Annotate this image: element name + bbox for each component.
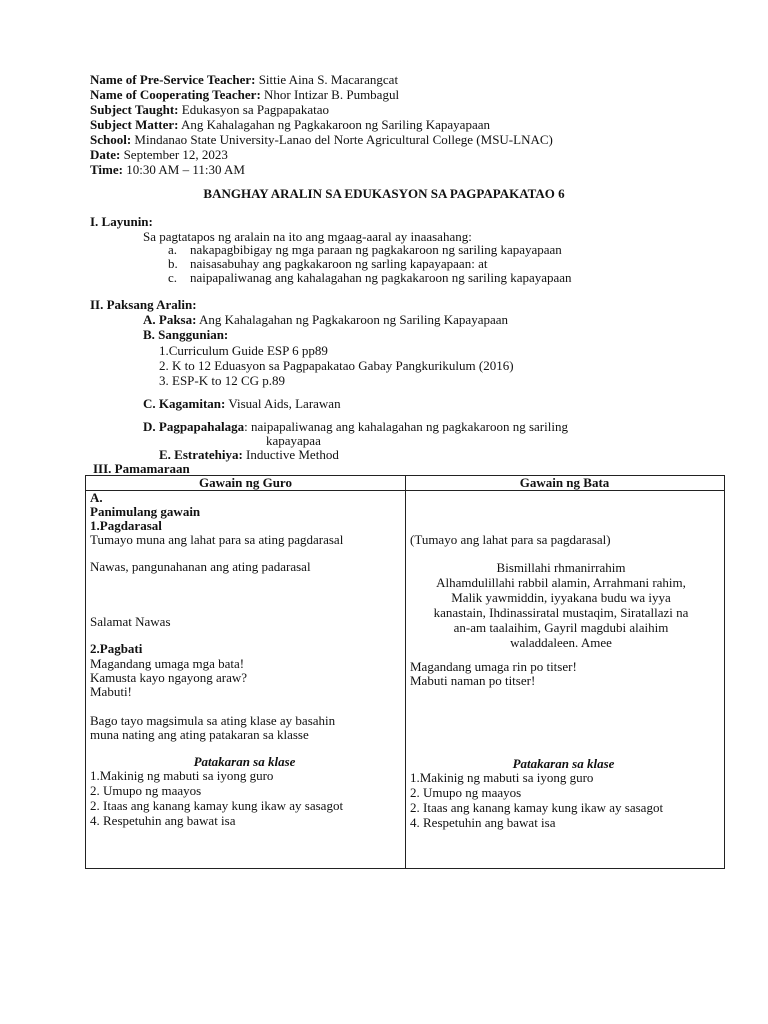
guro-line: Kamusta kayo ngayong araw? <box>90 670 248 685</box>
estratehiya-line <box>159 447 339 462</box>
prayer-line: Alhamdulillahi rabbil alamin, Arrahmani rahim, <box>436 575 686 590</box>
layunin-intro: Sa pagtatapos ng aralain na ito ang mgaag-aaral ay inaasahang: <box>143 229 472 244</box>
time-value: 10:30 AM – 11:30 AM <box>126 162 245 177</box>
sanggunian-label: B. Sanggunian: <box>143 327 229 342</box>
document-title: BANGHAY ARALIN SA EDUKASYON SA PAGPAPAKATAO 6 <box>203 186 565 201</box>
patakaran-item: 4. Respetuhin ang bawat isa <box>90 813 236 828</box>
teacher-value: Sittie Aina S. Macarangcat <box>258 72 399 87</box>
panimula-heading: Panimulang gawain <box>90 504 201 519</box>
bata-line: Mabuti naman po titser! <box>410 673 536 688</box>
coop-teacher-label: Name of Cooperating Teacher: <box>90 87 261 102</box>
prayer-line: Malik yawmiddin, iyyakana budu wa iyya <box>451 590 671 605</box>
paksang-aralin-heading: II. Paksang Aralin: <box>90 297 197 312</box>
kagamitan-label: C. Kagamitan: <box>143 396 226 411</box>
school-value: Mindanao State University-Lanao del Norte Agricultural College (MSU-LNAC) <box>134 132 553 147</box>
layunin-item-a-text: nakapagbibigay ng mga paraan ng pagkakaroon ng sariling kapayapaan <box>190 242 562 257</box>
layunin-item-b <box>168 256 178 271</box>
column-divider <box>405 476 406 868</box>
layunin-item-c <box>168 270 177 285</box>
bata-line: Magandang umaga rin po titser! <box>410 659 577 674</box>
school-label: School: <box>90 132 132 147</box>
patakaran-title-guro: Patakaran sa klase <box>193 754 296 769</box>
bata-line: (Tumayo ang lahat para sa pagdarasal) <box>410 532 611 547</box>
time-label: Time: <box>90 162 123 177</box>
guro-line: Salamat Nawas <box>90 614 171 629</box>
teacher-label: Name of Pre-Service Teacher: <box>90 72 256 87</box>
estratehiya-value: Inductive Method <box>246 447 339 462</box>
coop-teacher-value: Nhor Intizar B. Pumbagul <box>264 87 400 102</box>
guro-line: Magandang umaga mga bata! <box>90 656 245 671</box>
patakaran-item: 4. Respetuhin ang bawat isa <box>410 815 556 830</box>
guro-line: muna nating ang ating patakaran sa klasse <box>90 727 309 742</box>
sanggunian-item: 2. K to 12 Eduasyon sa Pagpapakatao Gabay Pangkurikulum (2016) <box>159 358 514 373</box>
subject-label: Subject Taught: <box>90 102 179 117</box>
col-header-guro: Gawain ng Guro <box>199 475 292 490</box>
layunin-item-a <box>168 242 177 257</box>
pagbati-heading: 2.Pagbati <box>90 641 143 656</box>
pagpapahalaga-line <box>143 419 568 434</box>
pamamaraan-heading: III. Pamamaraan <box>93 461 190 476</box>
paksa-line <box>143 312 508 327</box>
date-value: September 12, 2023 <box>123 147 228 162</box>
patakaran-item: 2. Umupo ng maayos <box>410 785 522 800</box>
pagpapahalaga-value-cont: kapayapaa <box>266 433 321 448</box>
prayer-line: Bismillahi rhmanirrahim <box>496 560 626 575</box>
layunin-heading: I. Layunin: <box>90 214 153 229</box>
section-a: A. <box>90 490 103 505</box>
layunin-letter: a. <box>168 242 178 257</box>
subject-matter-value: Ang Kahalagahan ng Pagkakaroon ng Sariling Kapayapaan <box>180 117 490 132</box>
layunin-item-b-text: naisasabuhay ang pagkakaroon ng sarling kapayapaan: at <box>190 256 488 271</box>
patakaran-item: 2. Umupo ng maayos <box>90 783 202 798</box>
school-line <box>90 132 553 147</box>
subject-matter-line <box>90 117 490 132</box>
col-header-bata: Gawain ng Bata <box>519 475 610 490</box>
layunin-letter: c. <box>168 270 178 285</box>
estratehiya-label: E. Estratehiya: <box>159 447 243 462</box>
kagamitan-value: Visual Aids, Larawan <box>228 396 341 411</box>
paksa-value: Ang Kahalagahan ng Pagkakaroon ng Sariling Kapayapaan <box>199 312 509 327</box>
pagdarasal-heading: 1.Pagdarasal <box>90 518 162 533</box>
time-line <box>90 162 245 177</box>
paksa-label: A. Paksa: <box>143 312 197 327</box>
pagpapahalaga-value: : naipapaliwanag ang kahalagahan ng pagkakaroon ng sariling <box>244 419 568 434</box>
sanggunian-item: 3. ESP-K to 12 CG p.89 <box>159 373 286 388</box>
patakaran-item: 1.Makinig ng mabuti sa iyong guro <box>90 768 274 783</box>
subject-line <box>90 102 329 117</box>
subject-value: Edukasyon sa Pagpapakatao <box>181 102 330 117</box>
patakaran-item: 2. Itaas ang kanang kamay kung ikaw ay sasagot <box>410 800 664 815</box>
sanggunian-item: 1.Curriculum Guide ESP 6 pp89 <box>159 343 328 358</box>
patakaran-title-bata: Patakaran sa klase <box>512 756 615 771</box>
coop-teacher-line <box>90 87 399 102</box>
prayer-line: kanastain, Ihdinassiratal mustaqim, Siratallazi na <box>433 605 689 620</box>
layunin-item-c-text: naipapaliwanag ang kahalagahan ng pagkakaroon ng sariling kapayapaan <box>190 270 572 285</box>
guro-line: Tumayo muna ang lahat para sa ating pagdarasal <box>90 532 344 547</box>
patakaran-item: 1.Makinig ng mabuti sa iyong guro <box>410 770 594 785</box>
teacher-line <box>90 72 398 87</box>
guro-line: Mabuti! <box>90 684 132 699</box>
guro-line: Bago tayo magsimula sa ating klase ay basahin <box>90 713 336 728</box>
layunin-letter: b. <box>168 256 178 271</box>
patakaran-item: 2. Itaas ang kanang kamay kung ikaw ay sasagot <box>90 798 344 813</box>
prayer-line: waladdaleen. Amee <box>510 635 612 650</box>
pagpapahalaga-label: D. Pagpapahalaga <box>143 419 245 434</box>
kagamitan-line <box>143 396 341 411</box>
guro-line: Nawas, pangunahanan ang ating padarasal <box>90 559 311 574</box>
date-label: Date: <box>90 147 121 162</box>
subject-matter-label: Subject Matter: <box>90 117 179 132</box>
prayer-line: an-am taalaihim, Gayril magdubi alaihim <box>453 620 669 635</box>
date-line <box>90 147 228 162</box>
